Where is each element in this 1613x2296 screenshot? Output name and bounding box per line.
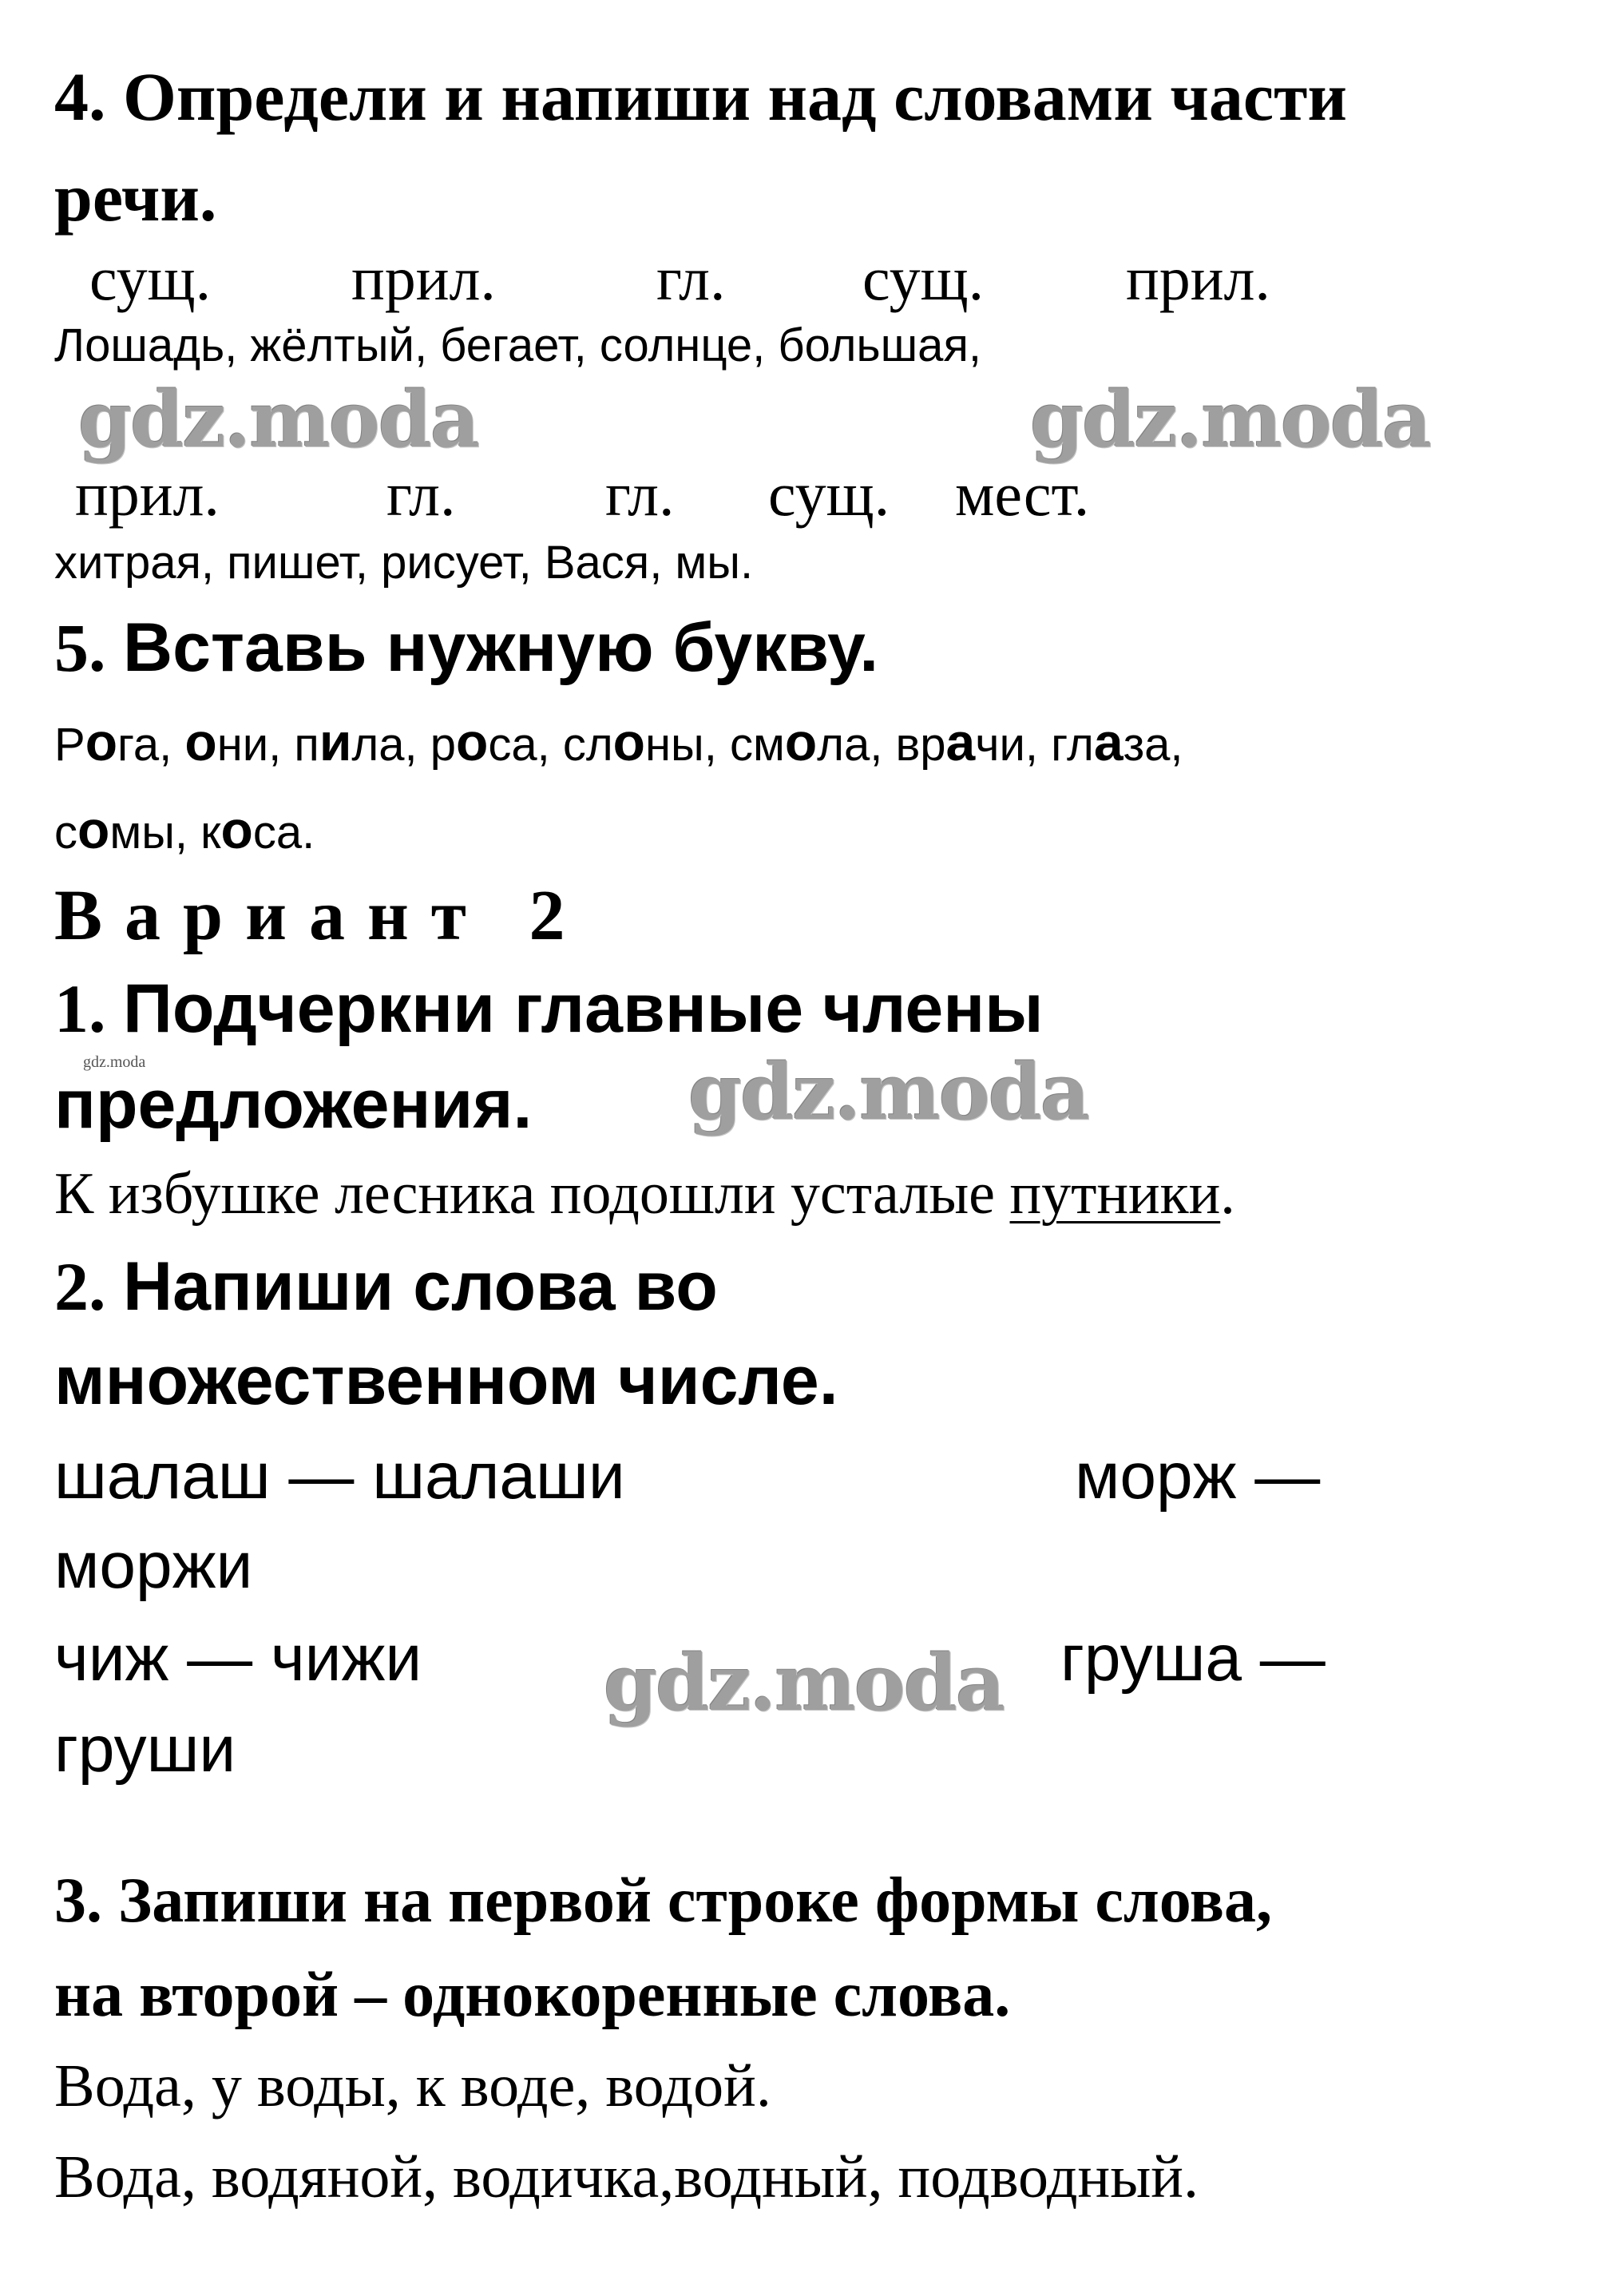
inserted-letter: о <box>612 712 645 771</box>
task4-title-line1: Определи и напиши над словами части <box>123 58 1347 135</box>
task4-number: 4. <box>54 58 106 135</box>
v2task2-heading-line2: множественном числе. <box>54 1342 838 1419</box>
pos-label: прил. <box>351 244 496 313</box>
variant-title: Вариант 2 <box>54 876 588 955</box>
word-with-inserted-letter <box>294 712 430 771</box>
word-pair: шалаш — шалаши <box>54 1440 625 1513</box>
watermark-small: gdz.moda <box>83 1053 146 1071</box>
inserted-letter: о <box>184 712 217 771</box>
word-part: ла, <box>351 719 430 771</box>
word-with-inserted-letter <box>1051 712 1183 771</box>
word-pair: груша — <box>1060 1622 1326 1695</box>
word-part: ла, <box>817 719 896 771</box>
word-part: Р <box>54 719 85 771</box>
v2task1-title-line1: Подчеркни главные члены <box>123 970 1044 1047</box>
task4-heading-line2: речи. <box>54 159 217 236</box>
sentence-text: К избушке лесника подошли усталые <box>54 1161 1010 1227</box>
task5-title: Вставь нужную букву. <box>123 609 879 686</box>
word-with-inserted-letter <box>54 800 201 859</box>
word-part: мы, <box>109 807 201 859</box>
pos-label: сущ. <box>862 244 985 313</box>
watermark: gdz.moda <box>1030 375 1431 465</box>
v2task2-heading-line1 <box>54 1248 718 1325</box>
word-pair: чиж — чижи <box>54 1622 422 1695</box>
task5-heading <box>54 609 879 686</box>
inserted-letter: и <box>319 712 352 771</box>
inserted-letter: а <box>945 712 976 771</box>
v2task3-answer-line2: Вода, водяной, водичка,водный, подводный. <box>54 2143 1199 2211</box>
word-part: см <box>729 719 785 771</box>
task4-words-row2: хитрая, пишет, рисует, Вася, мы. <box>54 537 754 589</box>
word-part: ны, <box>644 719 730 771</box>
pos-label: гл. <box>656 244 726 313</box>
inserted-letter: а <box>1093 712 1124 771</box>
word-pair: груши <box>54 1713 236 1786</box>
word-with-inserted-letter <box>729 712 896 771</box>
word-part: к <box>200 807 221 859</box>
word-with-inserted-letter <box>184 712 295 771</box>
word-part: п <box>294 719 319 771</box>
word-part: за, <box>1123 719 1183 771</box>
sentence-subject-underlined: путники <box>1009 1161 1221 1227</box>
pos-label: прил. <box>1126 244 1270 313</box>
word-with-inserted-letter <box>430 712 563 771</box>
v2task1-heading-line2: предложения. <box>54 1066 533 1143</box>
v2task3-heading-line2: на второй – однокоренные слова. <box>54 1960 1011 2030</box>
inserted-letter: о <box>220 800 253 859</box>
task4-heading-line1 <box>54 58 1347 135</box>
v2task3-answer-line1: Вода, у воды, к воде, водой. <box>54 2052 771 2120</box>
task4-words-row1: Лошадь, жёлтый, бегает, солнце, большая, <box>54 319 981 371</box>
word-part: гл <box>1051 719 1094 771</box>
v2task2-number: 2. <box>54 1248 106 1325</box>
inserted-letter: о <box>85 712 118 771</box>
pos-label: сущ. <box>89 244 212 313</box>
pos-label: мест. <box>955 459 1090 529</box>
pos-label: гл. <box>386 459 456 529</box>
pos-label: гл. <box>605 459 675 529</box>
word-part: са. <box>252 807 315 859</box>
inserted-letter: о <box>455 712 489 771</box>
word-part: чи, <box>975 719 1052 771</box>
inserted-letter: о <box>77 800 110 859</box>
word-with-inserted-letter <box>562 712 730 771</box>
v2task1-sentence <box>54 1161 1235 1227</box>
word-part: га, <box>117 719 185 771</box>
word-part: с <box>54 807 77 859</box>
word-part: са, <box>488 719 563 771</box>
task5-words-line2 <box>54 800 315 859</box>
v2task3-number: 3. <box>54 1866 102 1936</box>
task5-words-line1 <box>54 712 1183 771</box>
watermark: gdz.moda <box>78 375 479 465</box>
v2task1-heading-line1 <box>54 970 1044 1047</box>
v2task1-number: 1. <box>54 970 106 1047</box>
v2task3-heading-line1 <box>54 1866 1272 1936</box>
word-with-inserted-letter <box>54 712 185 771</box>
word-part: ни, <box>216 719 295 771</box>
word-part: сл <box>562 719 613 771</box>
task5-number: 5. <box>54 609 106 686</box>
watermark: gdz.moda <box>604 1638 1005 1728</box>
word-pair: морж — <box>1075 1440 1321 1513</box>
pos-label: сущ. <box>768 459 890 529</box>
pos-label: прил. <box>75 459 220 529</box>
word-with-inserted-letter <box>200 800 315 859</box>
v2task3-title-line1: Запиши на первой строке формы слова, <box>118 1866 1272 1936</box>
word-pair: моржи <box>54 1529 253 1602</box>
v2task2-title-line1: Напиши слова во <box>123 1248 718 1325</box>
word-with-inserted-letter <box>895 712 1052 771</box>
watermark: gdz.moda <box>688 1047 1089 1137</box>
word-part: р <box>430 719 456 771</box>
word-part: вр <box>895 719 946 771</box>
sentence-end: . <box>1220 1161 1235 1227</box>
inserted-letter: о <box>784 712 818 771</box>
